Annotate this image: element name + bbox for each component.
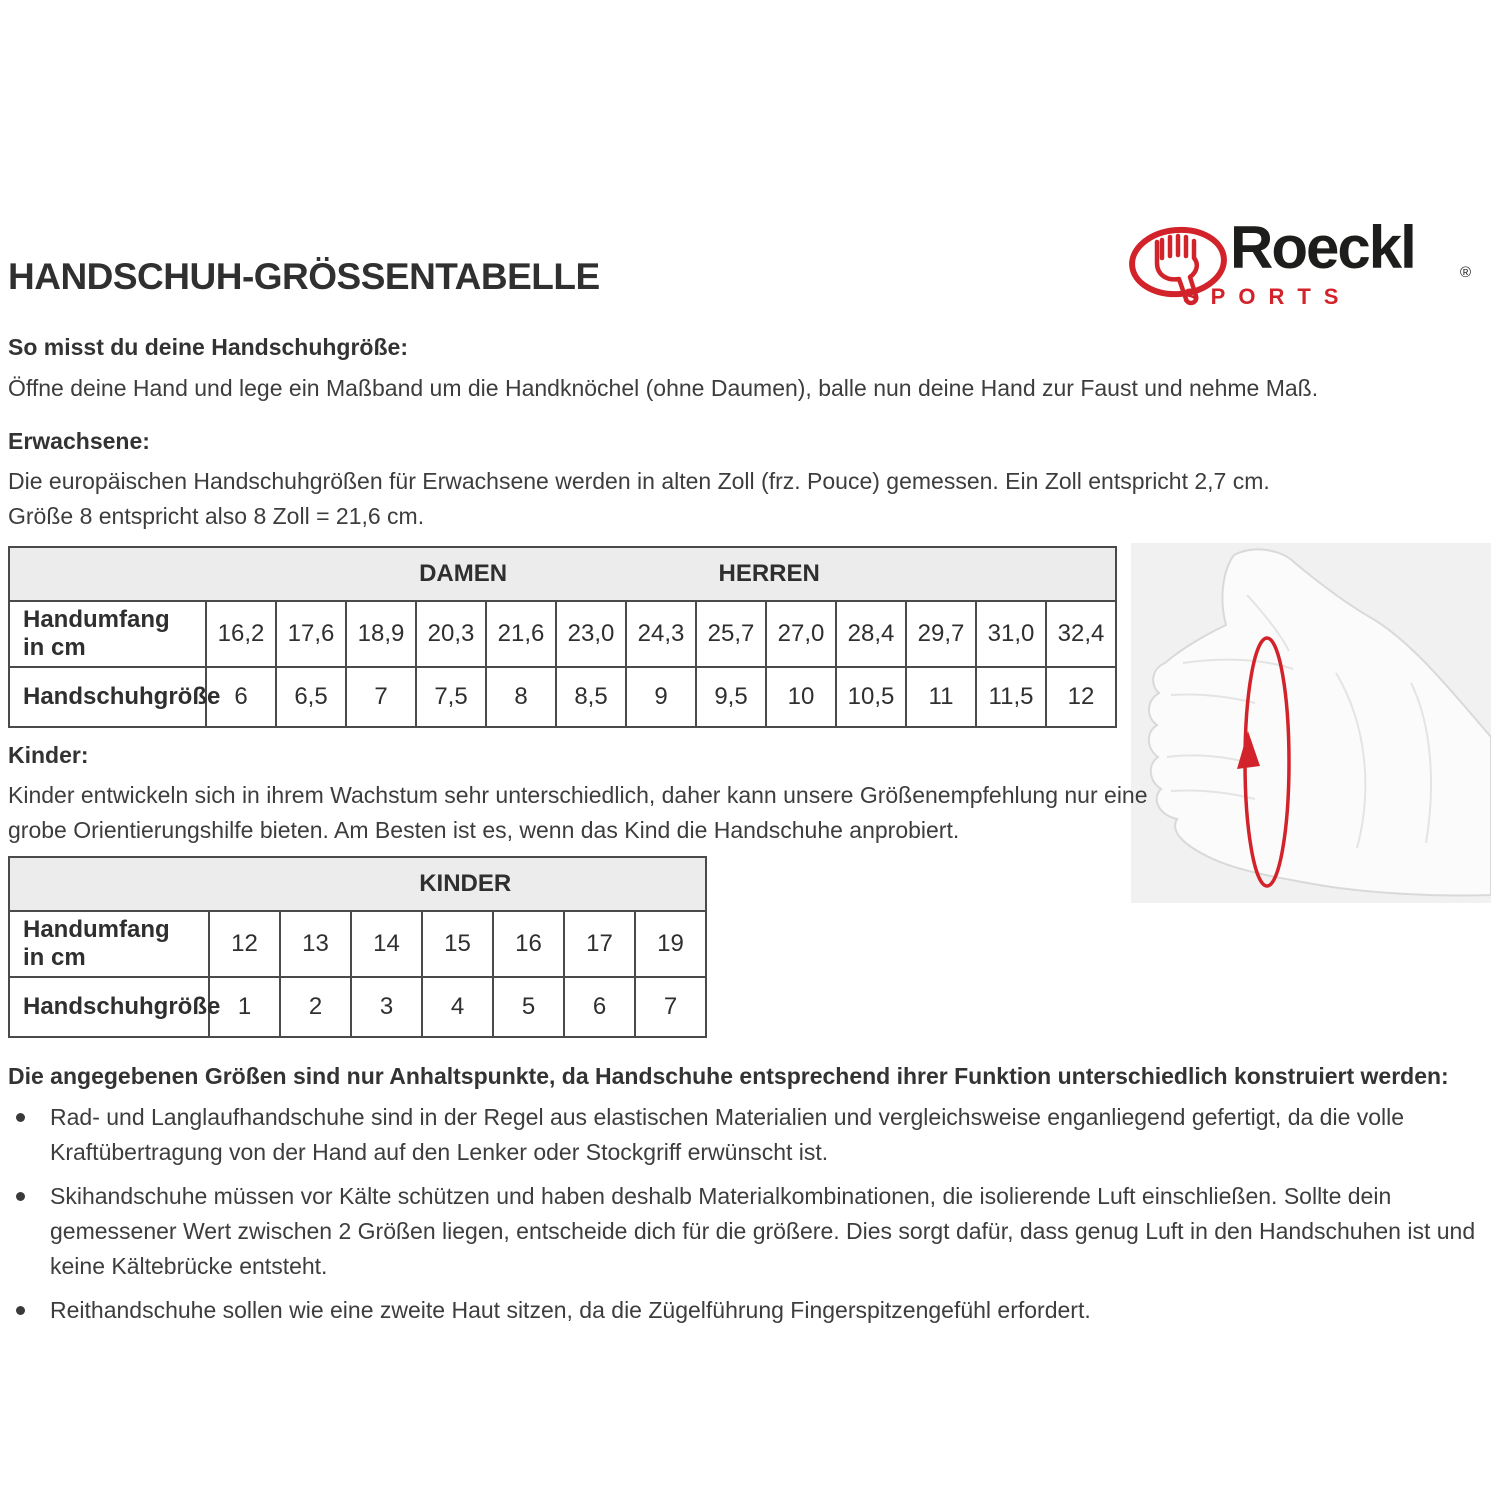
roeckl-logo bbox=[1128, 214, 1488, 318]
glove-size-value: 12 bbox=[1046, 667, 1116, 727]
circumference-value: 16,2 bbox=[206, 601, 276, 667]
circumference-value: 12 bbox=[209, 911, 280, 977]
row-label-circumference bbox=[9, 911, 209, 977]
kids-group-header bbox=[9, 857, 706, 911]
circumference-value: 14 bbox=[351, 911, 422, 977]
row-label-line1: Handumfang bbox=[23, 606, 170, 633]
registered-trademark: ® bbox=[1460, 264, 1472, 281]
row-label-line2: in cm bbox=[23, 634, 86, 661]
kids-size-table bbox=[8, 856, 707, 1038]
adults-heading: Erwachsene: bbox=[8, 428, 150, 454]
group-label-damen: DAMEN bbox=[419, 560, 508, 587]
row-label-size: Handschuhgröße bbox=[9, 977, 209, 1037]
note-text: Reithandschuhe sollen wie eine zweite Haut sitzen, da die Zügelführung Fingerspitzengefühl erfordert. bbox=[50, 1297, 1091, 1323]
glove-size-value: 10,5 bbox=[836, 667, 906, 727]
glove-size-value: 5 bbox=[493, 977, 564, 1037]
circumference-value: 17 bbox=[564, 911, 635, 977]
glove-size-value: 7,5 bbox=[416, 667, 486, 727]
group-label-kinder: KINDER bbox=[419, 870, 512, 897]
hand-measure-illustration bbox=[1131, 543, 1491, 903]
glove-size-value: 6,5 bbox=[276, 667, 346, 727]
bullet-icon bbox=[16, 1113, 25, 1122]
glove-size-value: 6 bbox=[206, 667, 276, 727]
list-item bbox=[8, 1179, 1490, 1284]
circumference-value: 27,0 bbox=[766, 601, 836, 667]
adults-size-table bbox=[8, 546, 1117, 728]
adults-body-line2: Größe 8 entspricht also 8 Zoll = 21,6 cm. bbox=[8, 503, 425, 529]
circumference-value: 28,4 bbox=[836, 601, 906, 667]
glove-size-value: 7 bbox=[346, 667, 416, 727]
glove-size-value: 10 bbox=[766, 667, 836, 727]
circumference-value: 21,6 bbox=[486, 601, 556, 667]
adults-group-header bbox=[9, 547, 1116, 601]
glove-size-value: 2 bbox=[280, 977, 351, 1037]
glove-size-value: 3 bbox=[351, 977, 422, 1037]
intro-body: Öffne deine Hand und lege ein Maßband um die Handknöchel (ohne Daumen), balle nun deine Hand zur Faust und nehme Maß. bbox=[8, 375, 1319, 401]
circumference-value: 16 bbox=[493, 911, 564, 977]
row-label-line2: in cm bbox=[23, 944, 86, 971]
kids-body: Kinder entwickeln sich in ihrem Wachstum sehr unterschiedlich, daher kann unsere Größenempfehlung nur eine grobe Orientierungshilfe bieten. Am Besten ist es, wenn das Kind die Handschuhe anprobiert. bbox=[8, 782, 1148, 843]
bullet-icon bbox=[16, 1192, 25, 1201]
circumference-value: 13 bbox=[280, 911, 351, 977]
row-label-size: Handschuhgröße bbox=[9, 667, 206, 727]
table-row bbox=[9, 857, 706, 911]
circumference-value: 18,9 bbox=[346, 601, 416, 667]
circumference-value: 20,3 bbox=[416, 601, 486, 667]
note-text: Rad- und Langlaufhandschuhe sind in der Regel aus elastischen Materialien und vergleichsweise enganliegend gefertigt, da die volle Kraftübertragung von der Hand auf den Lenker oder Stockgriff erwünscht ist. bbox=[50, 1104, 1405, 1165]
circumference-value: 23,0 bbox=[556, 601, 626, 667]
glove-size-value: 9,5 bbox=[696, 667, 766, 727]
glove-size-value: 1 bbox=[209, 977, 280, 1037]
table-row bbox=[9, 547, 1116, 601]
group-label-herren: HERREN bbox=[718, 560, 820, 587]
circumference-value: 31,0 bbox=[976, 601, 1046, 667]
circumference-value: 15 bbox=[422, 911, 493, 977]
glove-size-value: 7 bbox=[635, 977, 706, 1037]
row-label-line1: Handumfang bbox=[23, 916, 170, 943]
glove-size-value: 6 bbox=[564, 977, 635, 1037]
glove-size-value: 8,5 bbox=[556, 667, 626, 727]
circumference-value: 19 bbox=[635, 911, 706, 977]
glove-size-value: 11,5 bbox=[976, 667, 1046, 727]
table-row bbox=[9, 601, 1116, 667]
glove-size-value: 8 bbox=[486, 667, 556, 727]
list-item bbox=[8, 1100, 1490, 1170]
glove-size-value: 4 bbox=[422, 977, 493, 1037]
list-item bbox=[8, 1293, 1490, 1328]
glove-size-value: 9 bbox=[626, 667, 696, 727]
notes-heading: Die angegebenen Größen sind nur Anhaltspunkte, da Handschuhe entsprechend ihrer Funktion unterschiedlich konstruiert werden: bbox=[8, 1063, 1449, 1089]
note-text: Skihandschuhe müssen vor Kälte schützen und haben deshalb Materialkombinationen, die isolierende Luft einschließen. Sollte dein gemessener Wert zwischen 2 Größen liegen, entscheide dich für die größere. Dies sorgt dafür, dass genug Luft in den Handschuhen ist und keine Kältebrücke entsteht. bbox=[50, 1183, 1476, 1279]
circumference-value: 32,4 bbox=[1046, 601, 1116, 667]
circumference-value: 25,7 bbox=[696, 601, 766, 667]
brand-wordmark: Roeckl bbox=[1230, 214, 1415, 281]
bullet-icon bbox=[16, 1306, 25, 1315]
table-row bbox=[9, 977, 706, 1037]
table-row bbox=[9, 667, 1116, 727]
circumference-value: 29,7 bbox=[906, 601, 976, 667]
kids-heading: Kinder: bbox=[8, 742, 89, 768]
brand-subtitle: SPORTS bbox=[1183, 284, 1352, 309]
page-title: HANDSCHUH-GRÖSSENTABELLE bbox=[8, 256, 600, 297]
notes-list bbox=[8, 1100, 1490, 1337]
glove-size-value: 11 bbox=[906, 667, 976, 727]
row-label-circumference bbox=[9, 601, 206, 667]
circumference-value: 17,6 bbox=[276, 601, 346, 667]
adults-body-line1: Die europäischen Handschuhgrößen für Erwachsene werden in alten Zoll (frz. Pouce) gemessen. Ein Zoll entspricht 2,7 cm. bbox=[8, 468, 1270, 494]
circumference-value: 24,3 bbox=[626, 601, 696, 667]
table-row bbox=[9, 911, 706, 977]
intro-heading: So misst du deine Handschuhgröße: bbox=[8, 334, 408, 360]
